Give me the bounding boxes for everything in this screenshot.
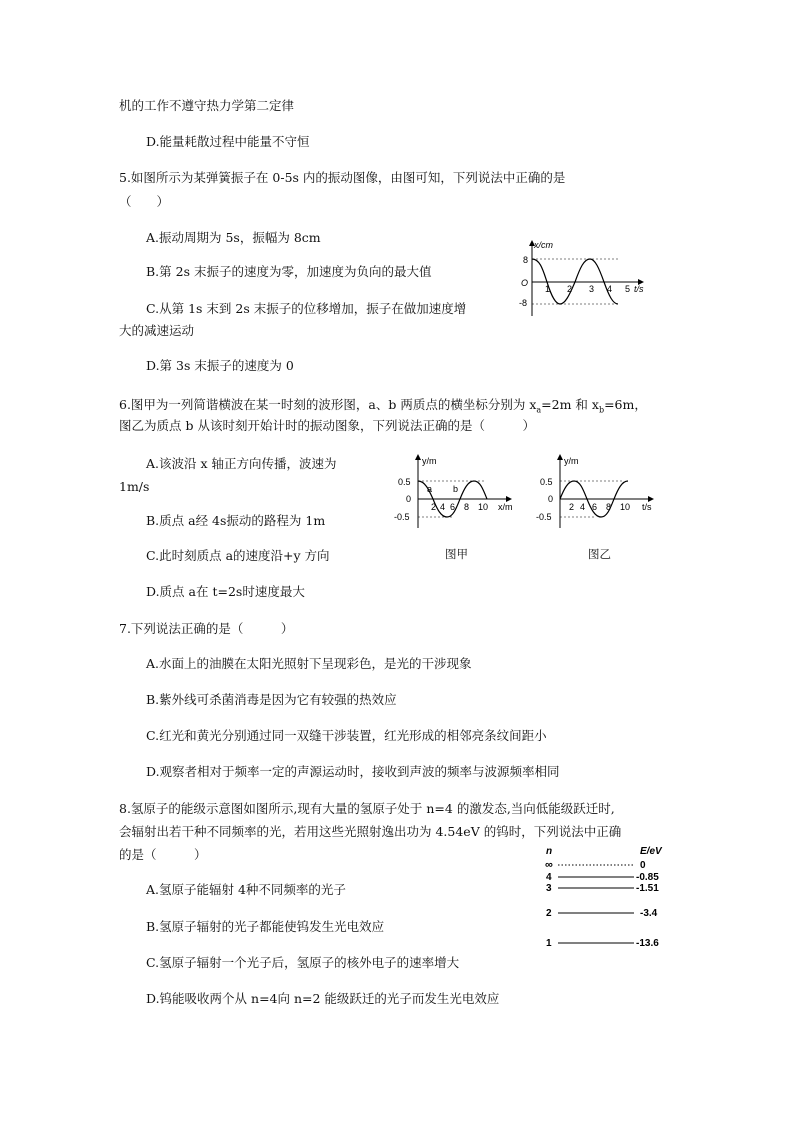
q5-xtick: 3: [589, 284, 595, 294]
q8-level-n: 1: [546, 938, 552, 949]
q8-stem: 8.氢原子的能级示意图如图所示,现有大量的氢原子处于 n=4 的激发态,当向低能级跃迁时,: [119, 801, 615, 816]
q7-option-a: A.水面上的油膜在太阳光照射下呈现彩色，是光的干涉现象: [146, 656, 472, 671]
q5-xticks: [545, 284, 630, 294]
jia-xtick: 6: [450, 502, 456, 512]
q6-sub-a: a: [536, 405, 542, 415]
q6-option-b: B.质点 a经 4s振动的路程为 1m: [146, 513, 326, 528]
prev-question-line: 机的工作不遵守热力学第二定律: [119, 98, 295, 113]
jia-xlabel: x/m: [498, 502, 513, 512]
q5-origin: O: [521, 278, 529, 288]
yi-xtick: 6: [592, 502, 598, 512]
yi-xlabel: t/s: [642, 502, 652, 512]
jia-xtick: 2: [431, 502, 437, 512]
q6-stem-text: =2m 和 x: [541, 397, 599, 412]
q8-stem-cont: 会辐射出若干种不同频率的光，若用这些光照射逸出功为 4.54eV 的钨时，下列说法中正确: [119, 824, 622, 839]
q6-stem-text: =6m，: [604, 397, 647, 412]
yi-caption: 图乙: [588, 547, 611, 561]
q5-answer-blank: （ ）: [119, 194, 170, 209]
q6-option-c: C.此时刻质点 a的速度沿+y 方向: [146, 548, 330, 563]
q5-option-c: C.从第 1s 末到 2s 末振子的位移增加，振子在做加速度增: [146, 301, 467, 316]
q6-vibration-yi: [534, 452, 664, 532]
jia-point-a: a: [427, 484, 433, 494]
q5-xtick: 2: [567, 284, 573, 294]
yi-ytick-top: 0.5: [540, 477, 553, 487]
q8-option-d: D.钨能吸收两个从 n=4向 n=2 能级跃迁的光子而发生光电效应: [146, 991, 500, 1006]
q8-level-e: 0: [640, 860, 646, 871]
q8-level-n: 3: [546, 883, 552, 894]
q8-n-header: n: [546, 846, 553, 857]
q5-ytick-bottom: -8: [519, 298, 528, 308]
yi-xtick: 8: [606, 502, 612, 512]
jia-xtick: 4: [440, 502, 446, 512]
q6-stem: [119, 396, 647, 420]
q8-stem-cont: 的是（ ）: [119, 847, 207, 862]
jia-xtick: 8: [464, 502, 470, 512]
jia-ytick-bottom: -0.5: [394, 512, 410, 522]
q5-xtick: 5: [625, 284, 631, 294]
q6-option-a-cont: 1m/s: [119, 479, 150, 494]
q8-option-a: A.氢原子能辐射 4种不同频率的光子: [146, 882, 346, 897]
yi-ylabel: y/m: [564, 456, 579, 466]
q8-level-e: -0.85: [636, 872, 659, 883]
q8-option-b: B.氢原子辐射的光子都能使钨发生光电效应: [146, 919, 385, 934]
q5-option-d: D.第 3s 末振子的速度为 0: [146, 358, 294, 373]
q8-option-c: C.氢原子辐射一个光子后，氢原子的核外电子的速率增大: [146, 955, 460, 970]
q7-stem: 7.下列说法正确的是（ ）: [119, 621, 294, 636]
q5-ylabel: x/cm: [534, 240, 553, 250]
q5-option-b: B.第 2s 末振子的速度为零，加速度为负向的最大值: [146, 264, 432, 279]
jia-ytick-zero: 0: [406, 494, 412, 504]
q5-xlabel: t/s: [634, 284, 644, 294]
q5-option-c-cont: 大的减速运动: [119, 323, 195, 338]
q5-xtick: 1: [545, 284, 551, 294]
yi-xtick: 4: [580, 502, 586, 512]
q8-level-e: -13.6: [636, 938, 659, 949]
jia-xtick: 10: [478, 502, 489, 512]
q8-level-e: -1.51: [636, 883, 659, 894]
yi-ytick-bottom: -0.5: [536, 512, 552, 522]
q8-level-n: 4: [546, 872, 552, 883]
q5-option-a: A.振动周期为 5s，振幅为 8cm: [146, 230, 321, 245]
jia-caption: 图甲: [445, 547, 468, 561]
q8-level-e: -3.4: [640, 908, 658, 919]
q6-stem-cont: 图乙为质点 b 从该时刻开始计时的振动图象，下列说法正确的是（ ）: [119, 418, 535, 433]
q5-xtick: 4: [607, 284, 613, 294]
q7-option-b: B.紫外线可杀菌消毒是因为它有较强的热效应: [146, 692, 397, 707]
q6-waveform-jia: [392, 452, 522, 532]
yi-xtick: 2: [569, 502, 575, 512]
jia-ytick-top: 0.5: [398, 477, 411, 487]
q6-option-a: A.该波沿 x 轴正方向传播，波速为: [146, 456, 337, 471]
prev-option-d: D.能量耗散过程中能量不守恒: [146, 134, 310, 149]
q7-option-d: D.观察者相对于频率一定的声源运动时，接收到声波的频率与波源频率相同: [146, 764, 560, 779]
yi-ytick-zero: 0: [548, 494, 554, 504]
q5-ytick-top: 8: [523, 255, 529, 265]
q8-level-n: 2: [546, 908, 552, 919]
jia-point-b: b: [453, 484, 459, 494]
yi-xtick: 10: [620, 502, 631, 512]
q6-stem-text: 6.图甲为一列简谐横波在某一时刻的波形图，a、b 两质点的横坐标分别为 x: [119, 397, 537, 412]
q6-option-d: D.质点 a在 t=2s时速度最大: [146, 584, 305, 599]
q6-sub-b: b: [598, 405, 605, 415]
q7-option-c: C.红光和黄光分别通过同一双缝干涉装置，红光形成的相邻亮条纹间距小: [146, 728, 547, 743]
q8-e-header: E/eV: [640, 846, 662, 857]
q5-stem: 5.如图所示为某弹簧振子在 0-5s 内的振动图像，由图可知，下列说法中正确的是: [119, 170, 566, 185]
q8-level-n: ∞: [545, 859, 553, 871]
jia-ylabel: y/m: [422, 456, 437, 466]
q8-energy-level-diagram: [540, 842, 680, 952]
q5-vibration-graph: [512, 238, 652, 320]
